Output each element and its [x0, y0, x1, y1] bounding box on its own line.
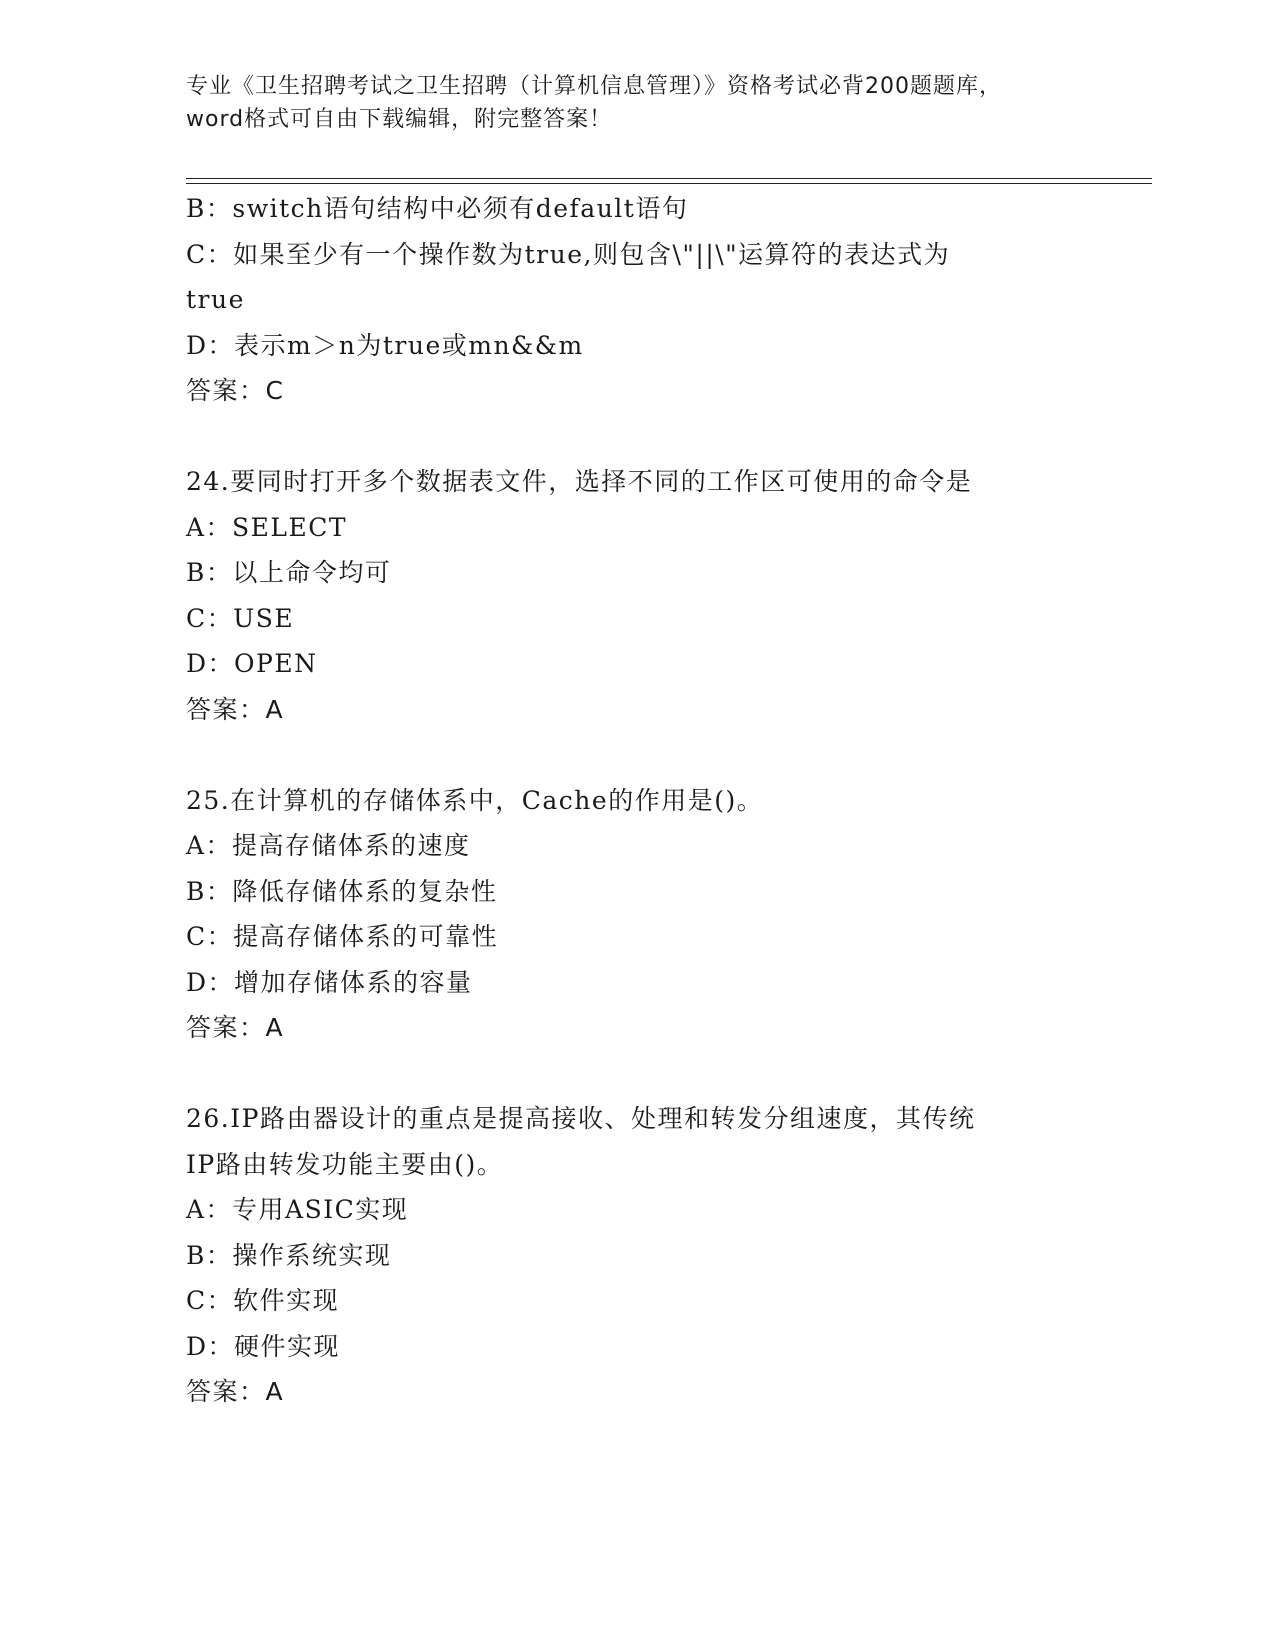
question-stem-line-2: IP路由转发功能主要由()。 — [186, 1149, 504, 1179]
answer: 答案：A — [186, 1013, 285, 1042]
header-title-line-1: 专业《卫生招聘考试之卫生招聘（计算机信息管理）》资格考试必背200题题库， — [186, 74, 1002, 99]
spacer — [186, 414, 1086, 460]
question-26 — [186, 1096, 1086, 1415]
option-a: A：提高存储体系的速度 — [186, 831, 471, 860]
question-stem: 25.在计算机的存储体系中，Cache的作用是()。 — [186, 785, 764, 815]
answer: 答案：A — [186, 1377, 285, 1406]
option-d: D：OPEN — [186, 649, 318, 678]
header-divider-top — [186, 178, 1152, 179]
page-header — [186, 70, 1086, 136]
header-title-line-2: word格式可自由下载编辑，附完整答案！ — [186, 107, 613, 132]
question-list — [186, 186, 1086, 1415]
option-c-line-1: C：如果至少有一个操作数为true,则包含\"||\"运算符的表达式为 — [186, 239, 951, 269]
option-d: D：硬件实现 — [186, 1331, 341, 1361]
question-fragment — [186, 186, 1086, 414]
question-stem-line-1: 26.IP路由器设计的重点是提高接收、处理和转发分组速度，其传统 — [186, 1104, 976, 1133]
option-c: C：USE — [186, 603, 295, 633]
option-d: D：增加存储体系的容量 — [186, 967, 473, 997]
question-24 — [186, 459, 1086, 732]
question-25 — [186, 778, 1086, 1051]
option-b: B：switch语句结构中必须有default语句 — [186, 194, 689, 223]
spacer — [186, 1051, 1086, 1097]
answer: 答案：C — [186, 376, 285, 405]
option-a: A：SELECT — [186, 512, 348, 542]
option-c: C：提高存储体系的可靠性 — [186, 922, 499, 951]
option-b: B：以上命令均可 — [186, 558, 392, 587]
question-stem: 24.要同时打开多个数据表文件，选择不同的工作区可使用的命令是 — [186, 467, 973, 496]
option-d: D：表示m＞n为true或mn&&m — [186, 330, 584, 360]
option-c: C：软件实现 — [186, 1286, 340, 1315]
option-c-line-2: true — [186, 285, 245, 314]
option-a: A：专用ASIC实现 — [186, 1195, 409, 1224]
answer: 答案：A — [186, 694, 285, 724]
spacer — [186, 732, 1086, 778]
option-b: B：降低存储体系的复杂性 — [186, 876, 498, 906]
option-b: B：操作系统实现 — [186, 1240, 392, 1270]
header-divider-bottom — [186, 183, 1152, 184]
